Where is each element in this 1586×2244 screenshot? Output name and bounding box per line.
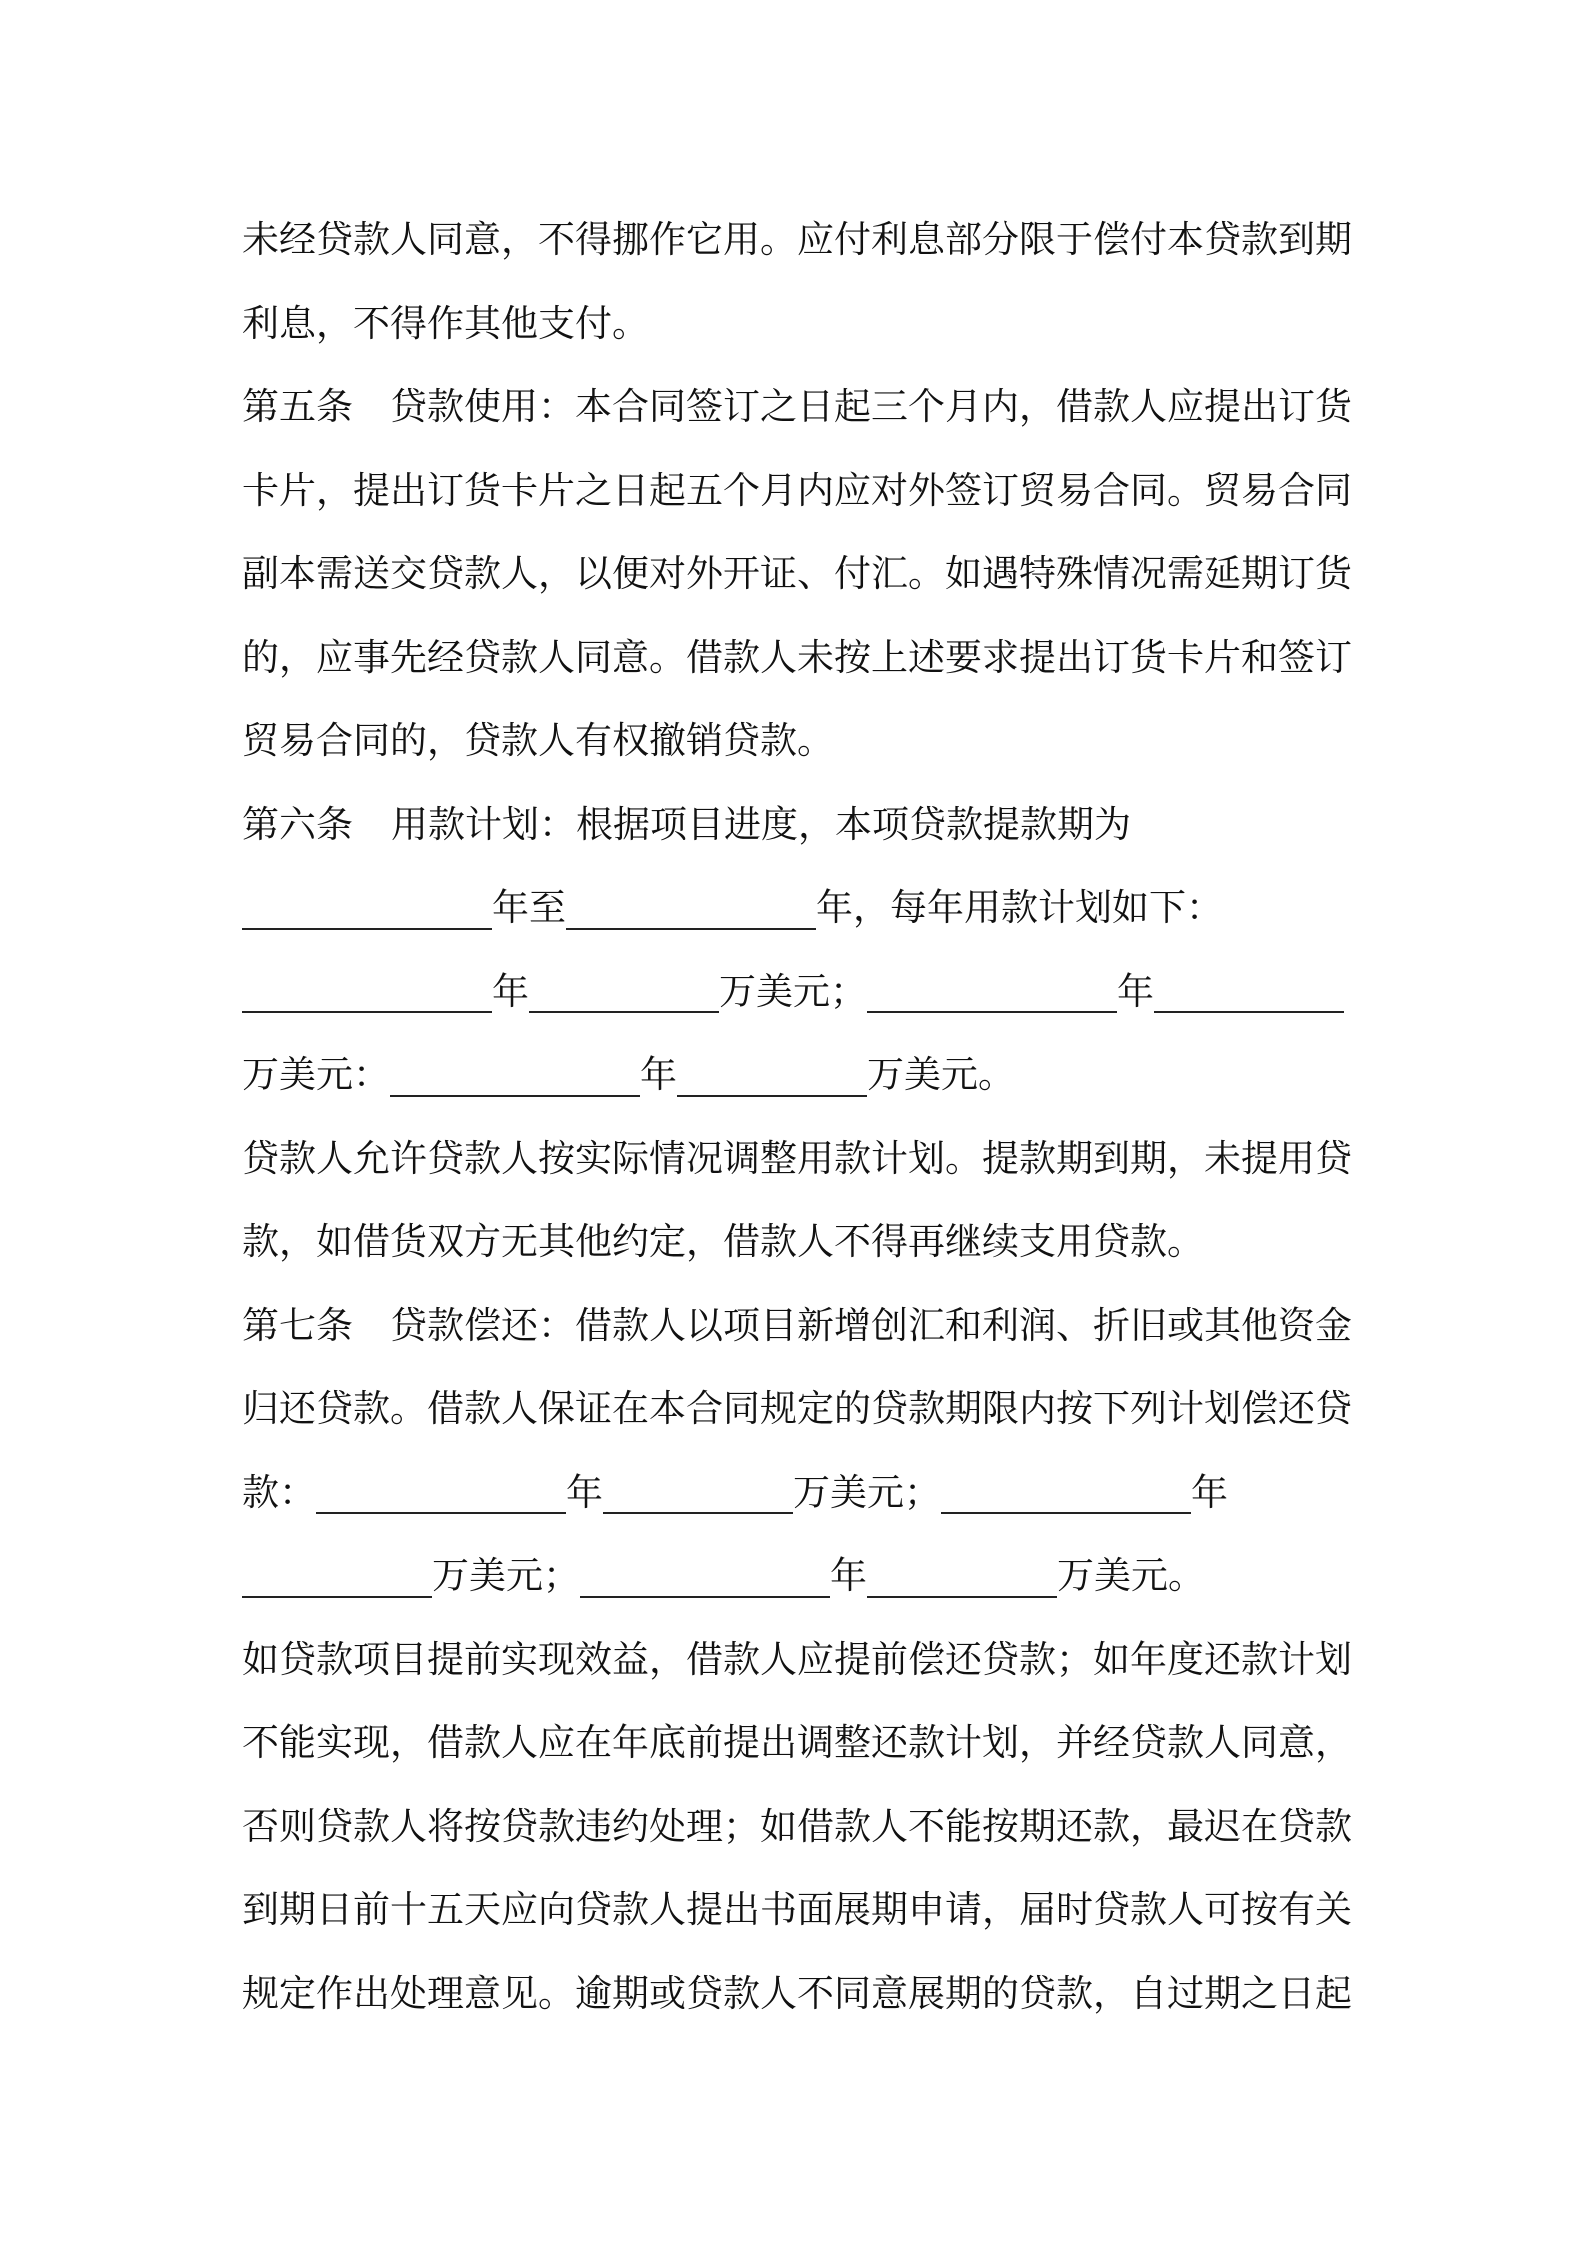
fill-blank xyxy=(316,1482,566,1514)
fill-blank xyxy=(242,981,492,1013)
article-6-line-1 xyxy=(242,783,1352,867)
fill-blank xyxy=(941,1482,1191,1514)
paragraph-text: 年 xyxy=(830,1554,867,1597)
paragraph-text: 万美元： xyxy=(242,1053,390,1096)
paragraph-text: 规定作出处理意见。逾期或贷款人不同意展期的贷款，自过期之日起 xyxy=(242,1971,1352,2015)
paragraph-text: 年，每年用款计划如下： xyxy=(816,886,1223,929)
text-line xyxy=(242,616,1352,700)
text-line xyxy=(242,1367,1352,1451)
article-label: 第七条 xyxy=(242,1303,353,1347)
paragraph-text: 卡片，提出订货卡片之日起五个月内应对外签订贸易合同。贸易合同 xyxy=(242,468,1352,512)
paragraph-text: 款： xyxy=(242,1470,316,1514)
paragraph-text: 万美元； xyxy=(793,1470,941,1514)
text-line xyxy=(242,1534,1352,1618)
paragraph-text: 否则贷款人将按贷款违约处理；如借款人不能按期还款，最迟在贷款 xyxy=(242,1804,1352,1848)
text-line xyxy=(242,449,1352,533)
paragraph-text: 万美元。 xyxy=(1057,1554,1205,1597)
text-line xyxy=(242,1952,1352,2036)
fill-blank xyxy=(867,1566,1057,1598)
paragraph-text: 万美元。 xyxy=(867,1053,1015,1096)
fill-blank xyxy=(1154,981,1344,1013)
paragraph-text: 如贷款项目提前实现效益，借款人应提前偿还贷款；如年度还款计划 xyxy=(242,1637,1352,1681)
article-label: 第五条 xyxy=(242,385,353,428)
text-line xyxy=(242,198,1352,282)
contract-text xyxy=(242,198,1352,2035)
paragraph-text: 万美元； xyxy=(719,969,867,1013)
fill-blank xyxy=(677,1065,867,1097)
text-line xyxy=(242,1451,1352,1535)
paragraph-text: 贷款偿还：借款人以项目新增创汇和利润、折旧或其他资金 xyxy=(390,1303,1352,1347)
paragraph-text: 不能实现，借款人应在年底前提出调整还款计划，并经贷款人同意， xyxy=(242,1721,1352,1764)
paragraph-text: 年至 xyxy=(492,886,566,929)
text-line xyxy=(242,1701,1352,1785)
text-line xyxy=(242,866,1352,950)
text-line xyxy=(242,1618,1352,1702)
paragraph-text: 用款计划：根据项目进度，本项贷款提款期为 xyxy=(391,802,1131,846)
article-5-line-1 xyxy=(242,365,1352,449)
text-line xyxy=(242,1785,1352,1869)
paragraph-text: 到期日前十五天应向贷款人提出书面展期申请，届时贷款人可按有关 xyxy=(242,1888,1352,1931)
text-line xyxy=(242,699,1352,783)
paragraph-text: 年 xyxy=(492,969,529,1013)
paragraph-text: 利息，不得作其他支付。 xyxy=(242,301,649,345)
fill-blank xyxy=(566,898,816,930)
paragraph-text: 万美元； xyxy=(432,1554,580,1597)
paragraph-text: 归还贷款。借款人保证在本合同规定的贷款期限内按下列计划偿还贷 xyxy=(242,1387,1352,1430)
fill-blank xyxy=(603,1482,793,1514)
paragraph-text: 贸易合同的，贷款人有权撤销贷款。 xyxy=(242,719,834,762)
paragraph-text: 的，应事先经贷款人同意。借款人未按上述要求提出订货卡片和签订 xyxy=(242,635,1352,679)
fill-blank xyxy=(529,981,719,1013)
text-line xyxy=(242,950,1352,1034)
text-line xyxy=(242,1117,1352,1201)
text-line xyxy=(242,532,1352,616)
fill-blank xyxy=(390,1065,640,1097)
fill-blank xyxy=(242,1566,432,1598)
text-line xyxy=(242,282,1352,366)
paragraph-text: 款，如借货双方无其他约定，借款人不得再继续支用贷款。 xyxy=(242,1220,1204,1263)
text-line xyxy=(242,1868,1352,1952)
article-label: 第六条 xyxy=(242,802,353,846)
fill-blank xyxy=(580,1566,830,1598)
paragraph-text: 贷款使用：本合同签订之日起三个月内，借款人应提出订货 xyxy=(390,385,1352,428)
paragraph-text: 贷款人允许贷款人按实际情况调整用款计划。提款期到期，未提用贷 xyxy=(242,1136,1352,1180)
paragraph-text: 年 xyxy=(566,1470,603,1514)
article-7-line-1 xyxy=(242,1284,1352,1368)
fill-blank xyxy=(242,898,492,930)
text-line xyxy=(242,1033,1352,1117)
fill-blank xyxy=(867,981,1117,1013)
paragraph-text: 年 xyxy=(1191,1470,1228,1514)
text-line xyxy=(242,1200,1352,1284)
paragraph-text: 年 xyxy=(1117,969,1154,1013)
paragraph-text: 年 xyxy=(640,1053,677,1096)
paragraph-text: 未经贷款人同意，不得挪作它用。应付利息部分限于偿付本贷款到期 xyxy=(242,218,1352,261)
paragraph-text: 副本需送交贷款人，以便对外开证、付汇。如遇特殊情况需延期订货 xyxy=(242,552,1352,595)
